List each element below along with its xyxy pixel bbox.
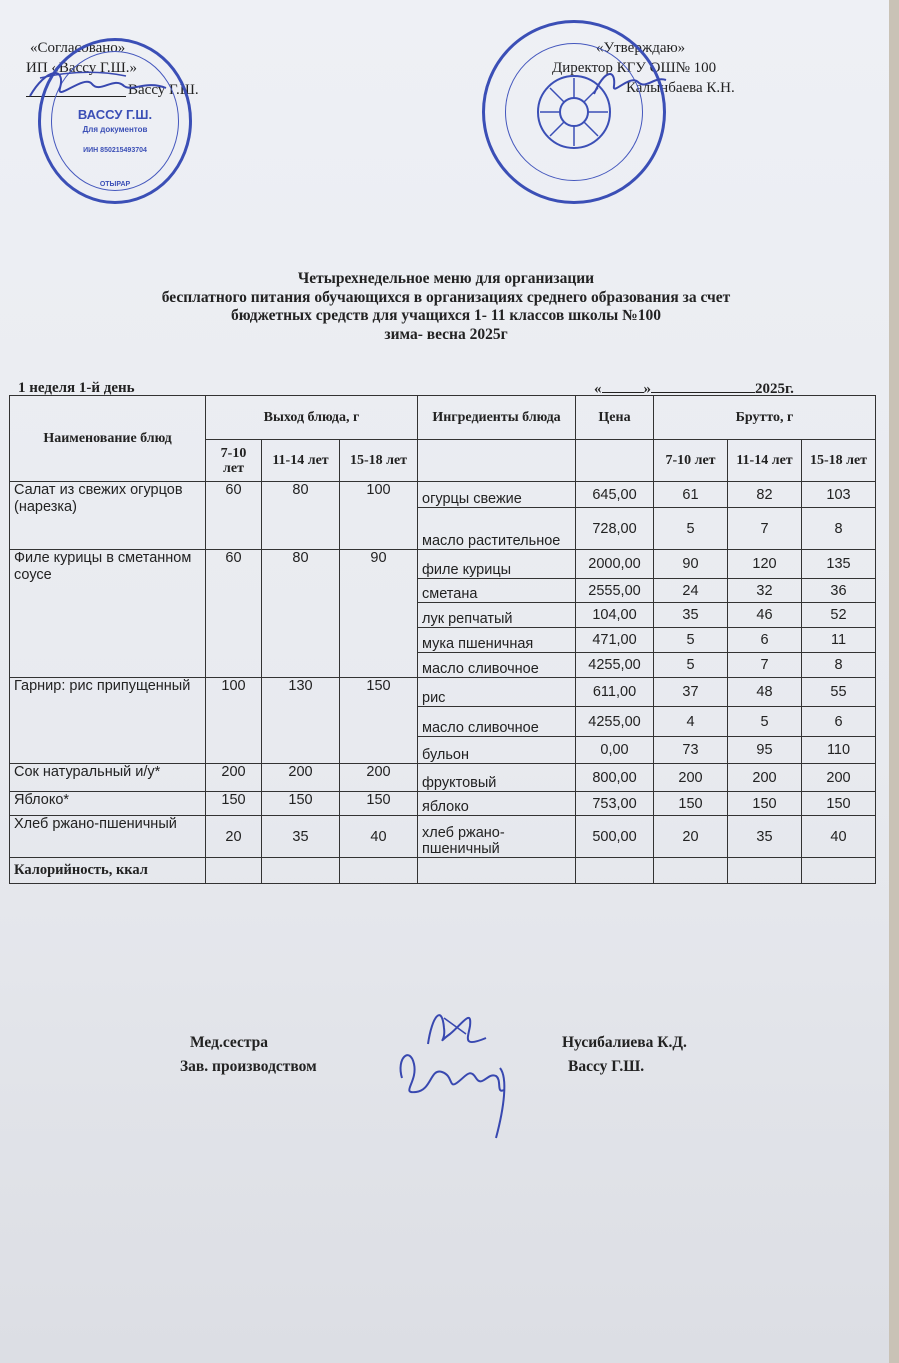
left-stamp-id: ИИН 850215493704 — [83, 147, 147, 154]
title-line-2: бесплатного питания обучающихся в организациях среднего образования за счет — [161, 288, 731, 306]
header-gross-age-3: 15-18 лет — [802, 440, 876, 482]
approval-right-label: «Утверждаю» — [596, 40, 686, 56]
table-cell: 90 — [654, 550, 728, 579]
table-cell: 200 — [654, 764, 728, 792]
table-cell: 200 — [340, 764, 418, 792]
page-edge — [889, 0, 899, 1363]
footer-name-production: Вассу Г.Ш. — [568, 1058, 645, 1075]
table-cell: 728,00 — [576, 508, 654, 550]
table-cell: 8 — [802, 508, 876, 550]
table-cell: Калорийность, ккал — [10, 858, 206, 884]
table-cell: 40 — [340, 816, 418, 858]
footer-role-nurse: Мед.сестра — [190, 1034, 269, 1051]
table-cell: 120 — [728, 550, 802, 579]
title-line-1: Четырехнедельное меню для организации — [297, 270, 595, 287]
header-ingr-blank — [418, 440, 576, 482]
table-cell: 73 — [654, 737, 728, 764]
header-out-age-1: 7-10 лет — [206, 440, 262, 482]
table-cell: рис — [418, 678, 576, 707]
table-cell: 36 — [802, 579, 876, 603]
table-cell: 200 — [728, 764, 802, 792]
table-cell: 37 — [654, 678, 728, 707]
table-cell: 104,00 — [576, 603, 654, 628]
table-cell: 4 — [654, 707, 728, 737]
table-cell — [728, 858, 802, 884]
header-dish: Наименование блюд — [10, 396, 206, 482]
table-cell — [802, 858, 876, 884]
table-cell — [576, 858, 654, 884]
table-cell: 7 — [728, 653, 802, 678]
table-cell: 52 — [802, 603, 876, 628]
approval-left-org: ИП «Вассу Г.Ш.» — [26, 60, 138, 76]
table-cell: 7 — [728, 508, 802, 550]
footer-signatures-icon — [392, 998, 532, 1148]
table-cell — [206, 858, 262, 884]
table-cell: 130 — [262, 678, 340, 764]
table-cell: бульон — [418, 737, 576, 764]
table-cell: 24 — [654, 579, 728, 603]
table-cell: 135 — [802, 550, 876, 579]
table-cell: Филе курицы в сметанном соусе — [10, 550, 206, 678]
approval-left-signer: Вассу Г.Ш. — [128, 82, 199, 98]
table-cell: 5 — [728, 707, 802, 737]
table-cell: 20 — [206, 816, 262, 858]
table-cell: 110 — [802, 737, 876, 764]
left-stamp-bottom: ОТЫРАР — [99, 181, 131, 188]
header-out-age-3: 15-18 лет — [340, 440, 418, 482]
table-cell: 500,00 — [576, 816, 654, 858]
table-cell: 2000,00 — [576, 550, 654, 579]
header-gross-age-2: 11-14 лет — [728, 440, 802, 482]
table-cell: огурцы свежие — [418, 482, 576, 508]
table-cell: 60 — [206, 482, 262, 550]
approval-right-position: Директор КГУ ОШ№ 100 — [552, 60, 717, 76]
table-cell: 150 — [206, 792, 262, 816]
table-cell: 6 — [802, 707, 876, 737]
table-cell: 4255,00 — [576, 707, 654, 737]
table-cell: 55 — [802, 678, 876, 707]
footer-name-nurse: Нусибалиева К.Д. — [562, 1034, 687, 1051]
table-cell: Гарнир: рис припущенный — [10, 678, 206, 764]
approval-right-signer: Калынбаева К.Н. — [626, 80, 735, 96]
table-cell: 200 — [262, 764, 340, 792]
table-cell: 200 — [802, 764, 876, 792]
table-cell: 100 — [206, 678, 262, 764]
table-cell: 40 — [802, 816, 876, 858]
table-cell: 0,00 — [576, 737, 654, 764]
menu-table — [9, 395, 876, 884]
table-cell: фруктовый — [418, 764, 576, 792]
table-cell: 35 — [262, 816, 340, 858]
table-cell: 20 — [654, 816, 728, 858]
header-gross: Брутто, г — [654, 396, 876, 440]
table-cell — [262, 858, 340, 884]
table-cell — [654, 858, 728, 884]
table-cell: 32 — [728, 579, 802, 603]
table-cell: 150 — [802, 792, 876, 816]
table-cell: 35 — [654, 603, 728, 628]
table-cell: филе курицы — [418, 550, 576, 579]
table-cell: Хлеб ржано-пшеничный — [10, 816, 206, 858]
table-cell: 753,00 — [576, 792, 654, 816]
left-header-signature-icon — [26, 58, 176, 108]
table-cell: 645,00 — [576, 482, 654, 508]
table-cell: 5 — [654, 508, 728, 550]
table-cell: Салат из свежих огурцов (нарезка) — [10, 482, 206, 550]
right-header-signature-icon — [590, 64, 670, 100]
table-cell: 150 — [262, 792, 340, 816]
table-cell: 103 — [802, 482, 876, 508]
table-cell: сметана — [418, 579, 576, 603]
table-cell: 800,00 — [576, 764, 654, 792]
right-stamp — [482, 20, 666, 204]
table-cell: 8 — [802, 653, 876, 678]
table-cell: 80 — [262, 550, 340, 678]
table-cell: 5 — [654, 628, 728, 653]
table-cell: 6 — [728, 628, 802, 653]
table-row — [10, 816, 876, 858]
header-ingredients: Ингредиенты блюда — [418, 396, 576, 440]
left-stamp-name: ВАССУ Г.Ш. — [77, 107, 153, 122]
table-cell: яблоко — [418, 792, 576, 816]
table-cell: масло растительное — [418, 508, 576, 550]
left-stamp-sub: Для документов — [82, 125, 148, 134]
table-cell: Яблоко* — [10, 792, 206, 816]
header-price-blank — [576, 440, 654, 482]
header-out-age-2: 11-14 лет — [262, 440, 340, 482]
table-cell: 2555,00 — [576, 579, 654, 603]
table-cell: 46 — [728, 603, 802, 628]
table-cell: 100 — [340, 482, 418, 550]
table-row — [10, 764, 876, 792]
table-cell: 80 — [262, 482, 340, 550]
approval-left-label: «Согласовано» — [30, 40, 126, 56]
calories-row — [10, 858, 876, 884]
header-gross-age-1: 7-10 лет — [654, 440, 728, 482]
header-price: Цена — [576, 396, 654, 440]
table-cell: 611,00 — [576, 678, 654, 707]
table-cell: 150 — [340, 678, 418, 764]
table-row — [10, 792, 876, 816]
footer-role-production: Зав. производством — [180, 1058, 317, 1075]
table-cell: 90 — [340, 550, 418, 678]
table-row — [10, 550, 876, 579]
table-cell: 150 — [340, 792, 418, 816]
table-cell: 95 — [728, 737, 802, 764]
table-row — [10, 678, 876, 707]
table-cell: 4255,00 — [576, 653, 654, 678]
header-output: Выход блюда, г — [206, 396, 418, 440]
table-cell: хлеб ржано-пшеничный — [418, 816, 576, 858]
title-line-3: бюджетных средств для учащихся 1- 11 классов школы №100 — [231, 307, 661, 324]
table-cell: мука пшеничная — [418, 628, 576, 653]
document-title — [0, 270, 892, 344]
table-cell: 200 — [206, 764, 262, 792]
table-cell: 150 — [654, 792, 728, 816]
table-cell: 82 — [728, 482, 802, 508]
table-cell: 471,00 — [576, 628, 654, 653]
date-field: « » 2025г. — [594, 381, 794, 397]
table-cell: 150 — [728, 792, 802, 816]
table-row — [10, 482, 876, 508]
table-cell: 48 — [728, 678, 802, 707]
table-cell: масло сливочное — [418, 653, 576, 678]
table-cell — [340, 858, 418, 884]
table-cell: 35 — [728, 816, 802, 858]
table-cell: лук репчатый — [418, 603, 576, 628]
table-cell: 60 — [206, 550, 262, 678]
table-cell — [418, 858, 576, 884]
week-day-label: 1 неделя 1-й день — [18, 380, 135, 396]
table-cell: 5 — [654, 653, 728, 678]
table-cell: Сок натуральный и/у* — [10, 764, 206, 792]
title-line-4: зима- весна 2025г — [384, 325, 508, 343]
table-cell: 61 — [654, 482, 728, 508]
table-cell: 11 — [802, 628, 876, 653]
table-cell: масло сливочное — [418, 707, 576, 737]
